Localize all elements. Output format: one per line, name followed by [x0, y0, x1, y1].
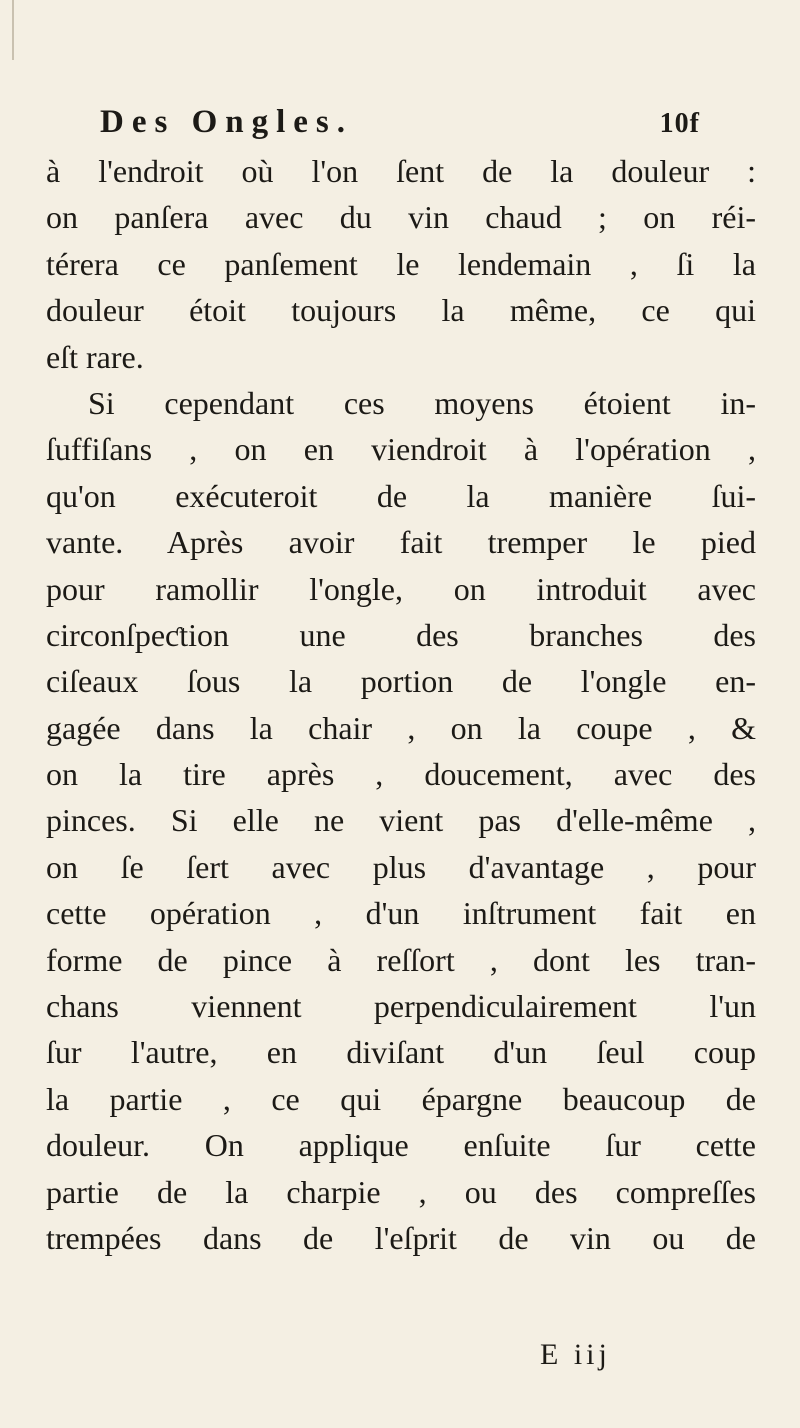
body-text: [46, 148, 756, 1261]
text-line: la partie , ce qui épargne beaucoup de: [46, 1080, 756, 1117]
text-line: on ſe ſert avec plus d'avantage , pour: [46, 848, 756, 885]
text-line: qu'on exécuteroit de la manière ſui-: [46, 477, 756, 514]
text-line: trempées dans de l'eſprit de vin ou de: [46, 1219, 756, 1256]
text-line: circonſpeƈtion une des branches des: [46, 616, 756, 653]
text-line: chans viennent perpendiculairement l'un: [46, 988, 756, 1025]
text-line: à l'endroit où l'on ſent de la douleur :: [46, 153, 756, 189]
text-line: ſur l'autre, en diviſant d'un ſeul coup: [46, 1034, 756, 1071]
page-header: [100, 104, 700, 144]
text-line: douleur. On applique enſuite ſur cette: [46, 1127, 756, 1164]
page-number: 10f: [659, 108, 700, 139]
text-line: gagée dans la chair , on la coupe , &: [46, 709, 756, 746]
signature-mark: E iij: [540, 1338, 611, 1371]
text-line: pinces. Si elle ne vient pas d'elle-même ,: [46, 802, 756, 839]
text-line: forme de pince à reſſort , dont les tran-: [46, 941, 756, 978]
text-line: ſuffiſans , on en viendroit à l'opération ,: [46, 431, 756, 468]
text-line: on la tire après , doucement, avec des: [46, 756, 756, 793]
text-line: pour ramollir l'ongle, on introduit avec: [46, 570, 756, 607]
text-line: térera ce panſement le lendemain , ſi la: [46, 245, 756, 282]
text-line: Si cependant ces moyens étoient in-: [88, 384, 756, 421]
text-line: eſt rare.: [46, 338, 144, 375]
text-line: partie de la charpie , ou des compreſſes: [46, 1173, 756, 1210]
text-line: cette opération , d'un inſtrument fait en: [46, 895, 756, 932]
page-edge-mark: [12, 0, 14, 60]
text-line: ciſeaux ſous la portion de l'ongle en-: [46, 663, 756, 700]
text-line: vante. Après avoir fait tremper le pied: [46, 524, 756, 561]
text-line: douleur étoit toujours la même, ce qui: [46, 292, 756, 329]
running-head: Des Ongles.: [100, 104, 353, 140]
text-line: on panſera avec du vin chaud ; on réi-: [46, 199, 756, 236]
